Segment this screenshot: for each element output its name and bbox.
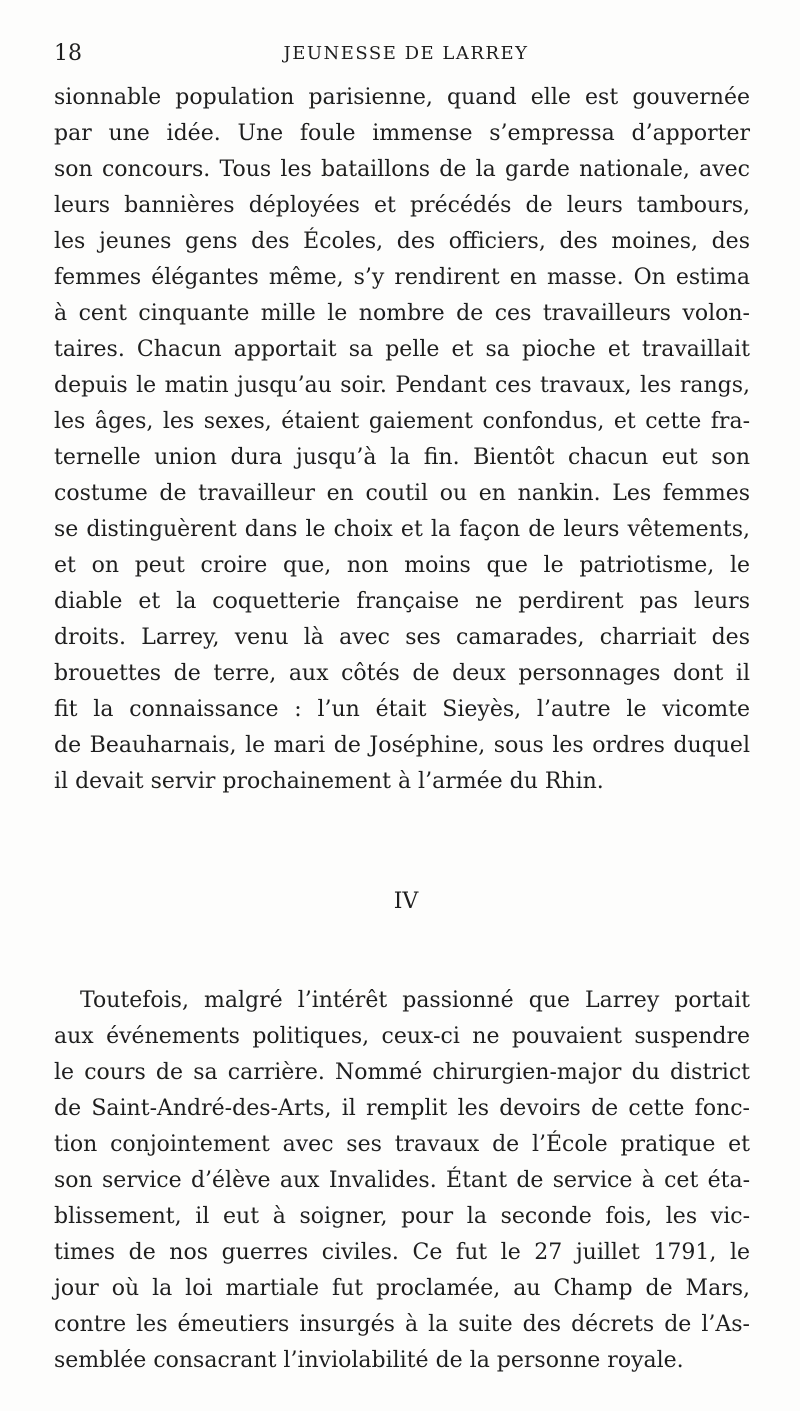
text-line: blissement, il eut à soigner, pour la seconde fois, les vic-	[54, 1204, 750, 1229]
text-line: fit la connaissance : l’un était Sieyès, l’autre le vicomte	[54, 697, 750, 722]
text-line: leurs bannières déployées et précédés de leurs tambours,	[54, 193, 750, 218]
text-line: times de nos guerres civiles. Ce fut le 27 juillet 1791, le	[54, 1240, 750, 1265]
text-line: sionnable population parisienne, quand elle est gouvernée	[54, 85, 750, 110]
text-line: diable et la coquetterie française ne perdirent pas leurs	[54, 589, 750, 614]
text-line: contre les émeutiers insurgés à la suite des décrets de l’As-	[54, 1312, 750, 1337]
text-line: ternelle union dura jusqu’à la fin. Bientôt chacun eut son	[54, 445, 750, 470]
text-line: les jeunes gens des Écoles, des officiers, des moines, des	[54, 229, 750, 254]
text-line: jour où la loi martiale fut proclamée, au Champ de Mars,	[54, 1276, 750, 1301]
text-line: droits. Larrey, venu là avec ses camarades, charriait des	[54, 625, 750, 650]
text-line: et on peut croire que, non moins que le patriotisme, le	[54, 553, 750, 578]
text-line: aux événements politiques, ceux-ci ne pouvaient suspendre	[54, 1024, 750, 1049]
text-line: son concours. Tous les bataillons de la garde nationale, avec	[54, 157, 750, 182]
text-line: les âges, les sexes, étaient gaiement confondus, et cette fra-	[54, 409, 750, 434]
page-number: 18	[54, 41, 82, 66]
running-title: JEUNESSE DE LARREY	[283, 43, 529, 64]
text-line: taires. Chacun apportait sa pelle et sa pioche et travaillait	[54, 337, 750, 362]
text-line: femmes élégantes même, s’y rendirent en masse. On estima	[54, 265, 750, 290]
text-line: semblée consacrant l’inviolabilité de la personne royale.	[54, 1348, 684, 1373]
text-line: costume de travailleur en coutil ou en nankin. Les femmes	[54, 481, 750, 506]
section-heading: IV	[393, 889, 419, 914]
text-line: de Beauharnais, le mari de Joséphine, sous les ordres duquel	[54, 733, 750, 758]
text-line: à cent cinquante mille le nombre de ces travailleurs volon-	[54, 301, 750, 326]
text-line: il devait servir prochainement à l’armée du Rhin.	[54, 769, 604, 794]
text-line: de Saint-André-des-Arts, il remplit les devoirs de cette fonc-	[54, 1096, 750, 1121]
text-line: le cours de sa carrière. Nommé chirurgien-major du district	[54, 1060, 750, 1085]
text-line: Toutefois, malgré l’intérêt passionné que Larrey portait	[80, 988, 750, 1013]
text-line: brouettes de terre, aux côtés de deux personnages dont il	[54, 661, 750, 686]
text-line: se distinguèrent dans le choix et la façon de leurs vêtements,	[54, 517, 750, 542]
paragraph	[54, 983, 750, 1379]
paragraph-continued	[54, 80, 750, 800]
text-line: par une idée. Une foule immense s’empressa d’apporter	[54, 121, 750, 146]
text-line: son service d’élève aux Invalides. Étant de service à cet éta-	[54, 1168, 750, 1193]
text-line: depuis le matin jusqu’au soir. Pendant ces travaux, les rangs,	[54, 373, 750, 398]
text-line: tion conjointement avec ses travaux de l’École pratique et	[54, 1132, 750, 1157]
